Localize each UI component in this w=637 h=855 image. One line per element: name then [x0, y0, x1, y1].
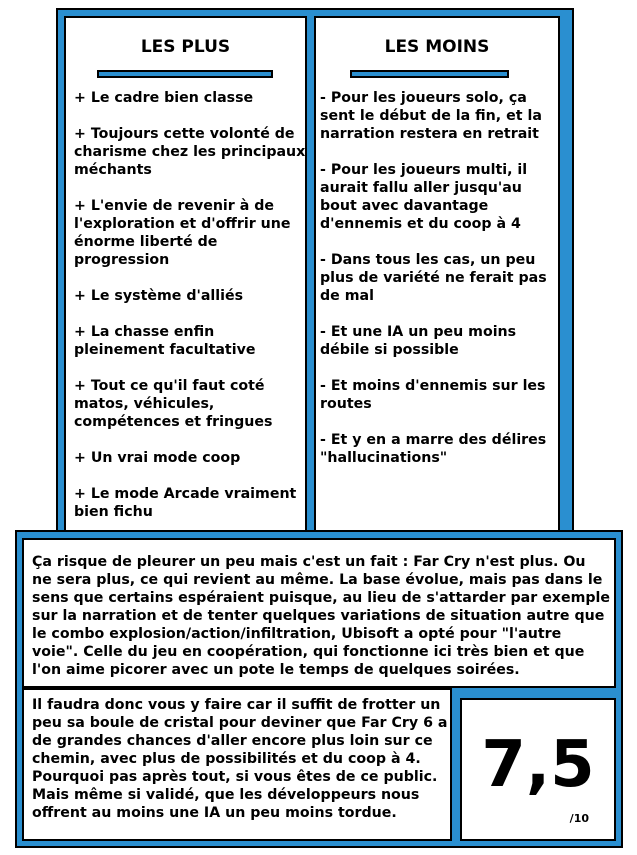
pros-title-underline: [97, 70, 273, 78]
score-value: 7,5: [481, 728, 595, 802]
pros-item: + Le système d'alliés: [74, 288, 244, 304]
pros-item: + La chasse enfin pleinement facultative: [74, 324, 256, 358]
cons-item: - Pour les joueurs solo, ça sent le début de la fin, et la narration restera en retrait: [320, 90, 542, 142]
cons-item: - Dans tous les cas, un peu plus de variété ne ferait pas de mal: [320, 252, 547, 304]
cons-item: - Pour les joueurs multi, il aurait fallu aller jusqu'au bout avec davantage d'ennemis et du coop à 4: [320, 162, 528, 232]
pros-item: + L'envie de revenir à de l'exploration et d'offrir une énorme liberté de progression: [74, 198, 291, 268]
pros-panel: [64, 16, 307, 534]
score-panel: [460, 698, 616, 841]
cons-item: - Et y en a marre des délires "hallucinations": [320, 432, 547, 466]
pros-list: [74, 89, 307, 539]
pros-item: + Un vrai mode coop: [74, 450, 241, 466]
pros-item: + Le mode Arcade vraiment bien fichu: [74, 486, 297, 520]
cons-panel: [314, 16, 560, 534]
cons-list: [320, 89, 558, 485]
pros-item: + Le cadre bien classe: [74, 90, 254, 106]
verdict-panel-top: [22, 538, 616, 688]
cons-title-underline: [350, 70, 509, 78]
score-scale: /10: [569, 812, 589, 825]
cons-item: - Et une IA un peu moins débile si possible: [320, 324, 517, 358]
cons-item: - Et moins d'ennemis sur les routes: [320, 378, 546, 412]
cons-title: LES MOINS: [384, 37, 490, 57]
verdict-paragraph-2: Il faudra donc vous y faire car il suffit de frotter un peu sa boule de cristal pour deviner que Far Cry 6 a de grandes chances d'aller encore plus loin sur ce chemin, avec plus de possibilités et du coop à 4. Pourquoi pas après tout, si vous êtes de ce public. Mais même si validé, que les développeurs nous offrent au moins une IA un peu moins tordue.: [32, 697, 448, 821]
verdict-paragraph-1: Ça risque de pleurer un peu mais c'est un fait : Far Cry n'est plus. Ou ne sera plus, ce qui revient au même. La base évolue, mais pas dans le sens que certains espéraient puisque, au lieu de s'attarder par exemple sur la narration et de tenter quelques variations de situation autre que le combo explosion/action/infiltration, Ubisoft a opté pour "l'autre voie". Celle du jeu en coopération, qui fonctionne ici très bien et que l'on aime picorer avec un pote le temps de quelques soirées.: [32, 554, 611, 678]
pros-item: + Tout ce qu'il faut coté matos, véhicules, compétences et fringues: [74, 378, 273, 430]
pros-title: LES PLUS: [140, 37, 231, 57]
pros-item: + Toujours cette volonté de charisme chez les principaux méchants: [74, 126, 306, 178]
verdict-panel-bottom: [22, 688, 452, 841]
